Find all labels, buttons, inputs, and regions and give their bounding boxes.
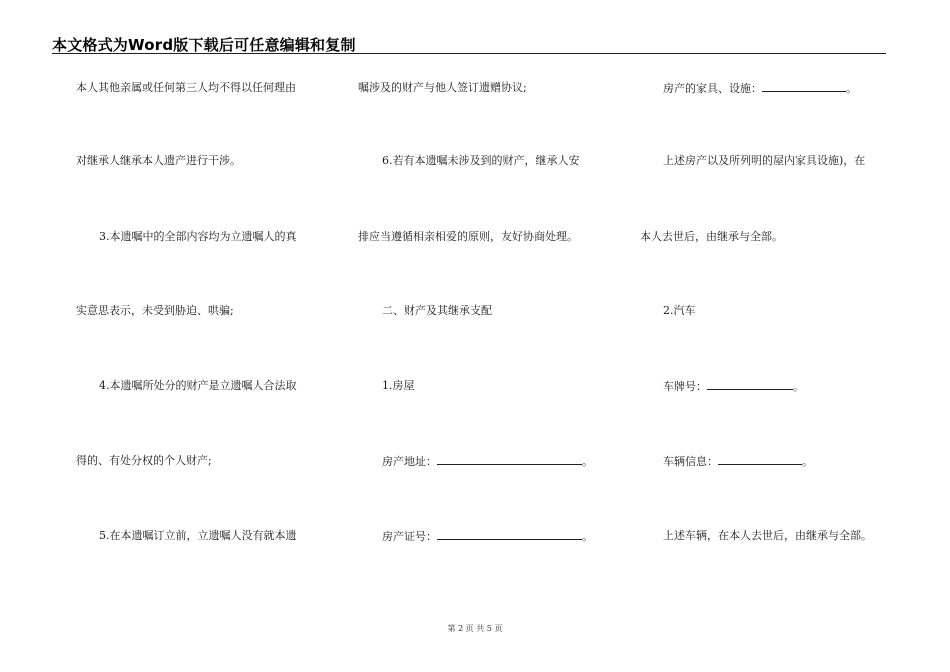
vehicle-info-blank[interactable] (718, 454, 802, 465)
col3-field-furniture (663, 81, 857, 96)
field-label: 车辆信息： (663, 455, 718, 468)
col1-line-6: 得的、有处分权的个人财产; (76, 454, 212, 467)
col2-line-2: 6.若有本遗嘱未涉及到的财产，继承人安 (382, 154, 580, 167)
col2-subheading-house: 1.房屋 (382, 379, 415, 392)
field-end: 。 (582, 455, 593, 468)
col3-line-2: 上述房产以及所列明的屋内家具设施)，在 (663, 154, 866, 167)
col3-line-3: 本人去世后，由继承与全部。 (640, 230, 783, 243)
col3-field-vehicle-info (663, 454, 813, 469)
col2-section-heading: 二、财产及其继承支配 (382, 304, 492, 317)
col3-subheading-car: 2.汽车 (663, 304, 696, 317)
col2-field-deed-number (382, 529, 593, 544)
col2-line-3: 排应当遵循相亲相爱的原则，友好协商处理。 (358, 230, 578, 243)
col1-line-1: 本人其他亲属或任何第三人均不得以任何理由 (76, 81, 296, 94)
house-address-blank[interactable] (437, 454, 582, 465)
col1-line-4: 实意思表示，未受到胁迫、哄骗; (76, 304, 234, 317)
field-end: 。 (802, 455, 813, 468)
field-end: 。 (846, 82, 857, 95)
field-label: 房产的家具、设施： (663, 82, 762, 95)
page-number: 第 2 页 共 5 页 (447, 624, 503, 633)
header-divider (52, 53, 886, 54)
plate-number-blank[interactable] (707, 379, 793, 390)
col1-line-3: 3.本遗嘱中的全部内容均为立遗嘱人的真 (99, 230, 297, 243)
col2-line-1: 嘱涉及的财产与他人签订遗赠协议; (358, 81, 527, 94)
field-label: 车牌号： (663, 380, 707, 393)
col1-line-5: 4.本遗嘱所处分的财产是立遗嘱人合法取 (99, 379, 297, 392)
col3-line-7: 上述车辆，在本人去世后，由继承与全部。 (663, 529, 872, 542)
col1-line-2: 对继承人继承本人遗产进行干涉。 (76, 154, 241, 167)
furniture-blank[interactable] (762, 81, 846, 92)
col1-line-7: 5.在本遗嘱订立前，立遗嘱人没有就本遗 (99, 529, 297, 542)
field-label: 房产地址： (382, 455, 437, 468)
deed-number-blank[interactable] (437, 529, 582, 540)
field-label: 房产证号： (382, 530, 437, 543)
page-header-title: 本文格式为Word版下载后可任意编辑和复制 (52, 36, 356, 54)
field-end: 。 (793, 380, 804, 393)
col2-field-house-address (382, 454, 593, 469)
col3-field-plate-number (663, 379, 804, 394)
field-end: 。 (582, 530, 593, 543)
